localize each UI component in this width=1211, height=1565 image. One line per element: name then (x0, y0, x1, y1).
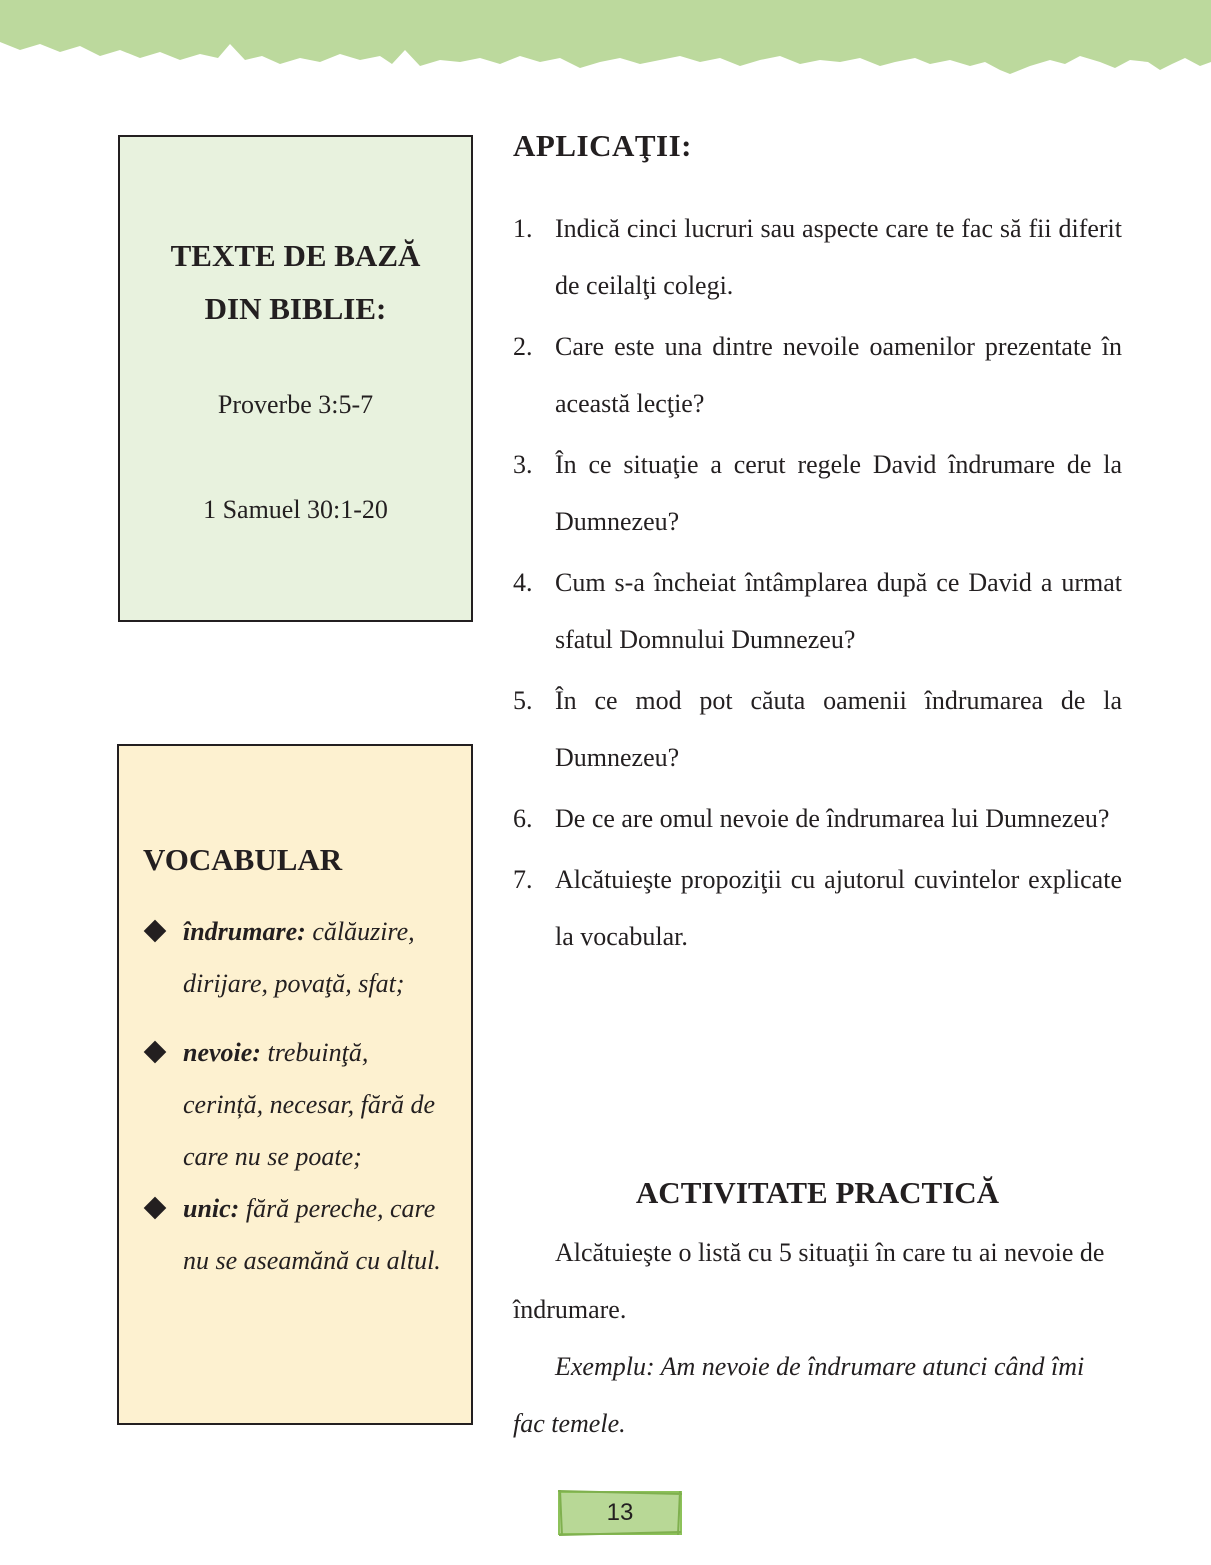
question-text: În ce situaţie a cerut regele David îndrumare de la Dumnezeu? (555, 450, 1122, 536)
bible-texts-box (118, 135, 473, 622)
question-item (513, 672, 1122, 786)
question-item (513, 790, 1122, 847)
question-number: 2. (513, 332, 533, 361)
bullet-diamond-icon (144, 1041, 167, 1064)
bible-reference-2: 1 Samuel 30:1-20 (203, 495, 388, 524)
practical-activity-title: ACTIVITATE PRACTICĂ (635, 1175, 1000, 1210)
applications-title: APLICAŢII: (513, 128, 692, 163)
question-number: 5. (513, 686, 533, 715)
question-item (513, 851, 1122, 965)
vocabulary-item (183, 1027, 453, 1183)
vocabulary-term: nevoie: (183, 1038, 261, 1067)
page-number: 13 (606, 1499, 634, 1526)
question-number: 4. (513, 568, 533, 597)
vocabulary-definition: trebuinţă, cerință, necesar, fără de care nu se poate; (183, 1038, 436, 1171)
page-number-badge (556, 1487, 684, 1539)
question-item (513, 318, 1122, 432)
question-number: 3. (513, 450, 533, 479)
vocabulary-term: îndrumare: (183, 917, 306, 946)
vocabulary-box (117, 744, 473, 1425)
decorative-top-band (0, 0, 1211, 80)
bible-reference-1: Proverbe 3:5-7 (217, 390, 374, 419)
question-text: În ce mod pot căuta oamenii îndrumarea de la Dumnezeu? (555, 686, 1122, 772)
question-item (513, 554, 1122, 668)
bullet-diamond-icon (144, 1197, 167, 1220)
vocabulary-title: VOCABULAR (143, 842, 343, 877)
vocabulary-definition: călăuzire, dirijare, povaţă, sfat; (183, 917, 415, 998)
vocabulary-item (183, 906, 453, 1010)
question-item (513, 436, 1122, 550)
vocabulary-term: unic: (183, 1194, 240, 1223)
vocabulary-item (183, 1183, 453, 1287)
question-text: Alcătuieşte propoziţii cu ajutorul cuvintelor explicate la vocabular. (555, 865, 1122, 951)
question-text: De ce are omul nevoie de îndrumarea lui Dumnezeu? (555, 804, 1110, 833)
question-number: 6. (513, 804, 533, 833)
practical-activity-body (513, 1224, 1122, 1452)
question-text: Cum s-a încheiat întâmplarea după ce David a urmat sfatul Domnului Dumnezeu? (555, 568, 1122, 654)
questions-list (513, 200, 1122, 969)
question-number: 7. (513, 865, 533, 894)
question-text: Care este una dintre nevoile oamenilor prezentate în această lecţie? (555, 332, 1122, 418)
question-text: Indică cinci lucruri sau aspecte care te fac să fii diferit de ceilalţi colegi. (555, 214, 1122, 300)
bible-texts-title: TEXTE DE BAZĂ DIN BIBLIE: (170, 238, 421, 326)
activity-example: Exemplu: Am nevoie de îndrumare atunci când îmi fac temele. (513, 1352, 1085, 1438)
bullet-diamond-icon (144, 920, 167, 943)
question-number: 1. (513, 214, 533, 243)
question-item (513, 200, 1122, 314)
activity-paragraph: Alcătuieşte o listă cu 5 situaţii în care tu ai nevoie de îndrumare. (513, 1238, 1105, 1324)
vocabulary-definition: fără pereche, care nu se aseamănă cu altul. (183, 1194, 441, 1275)
